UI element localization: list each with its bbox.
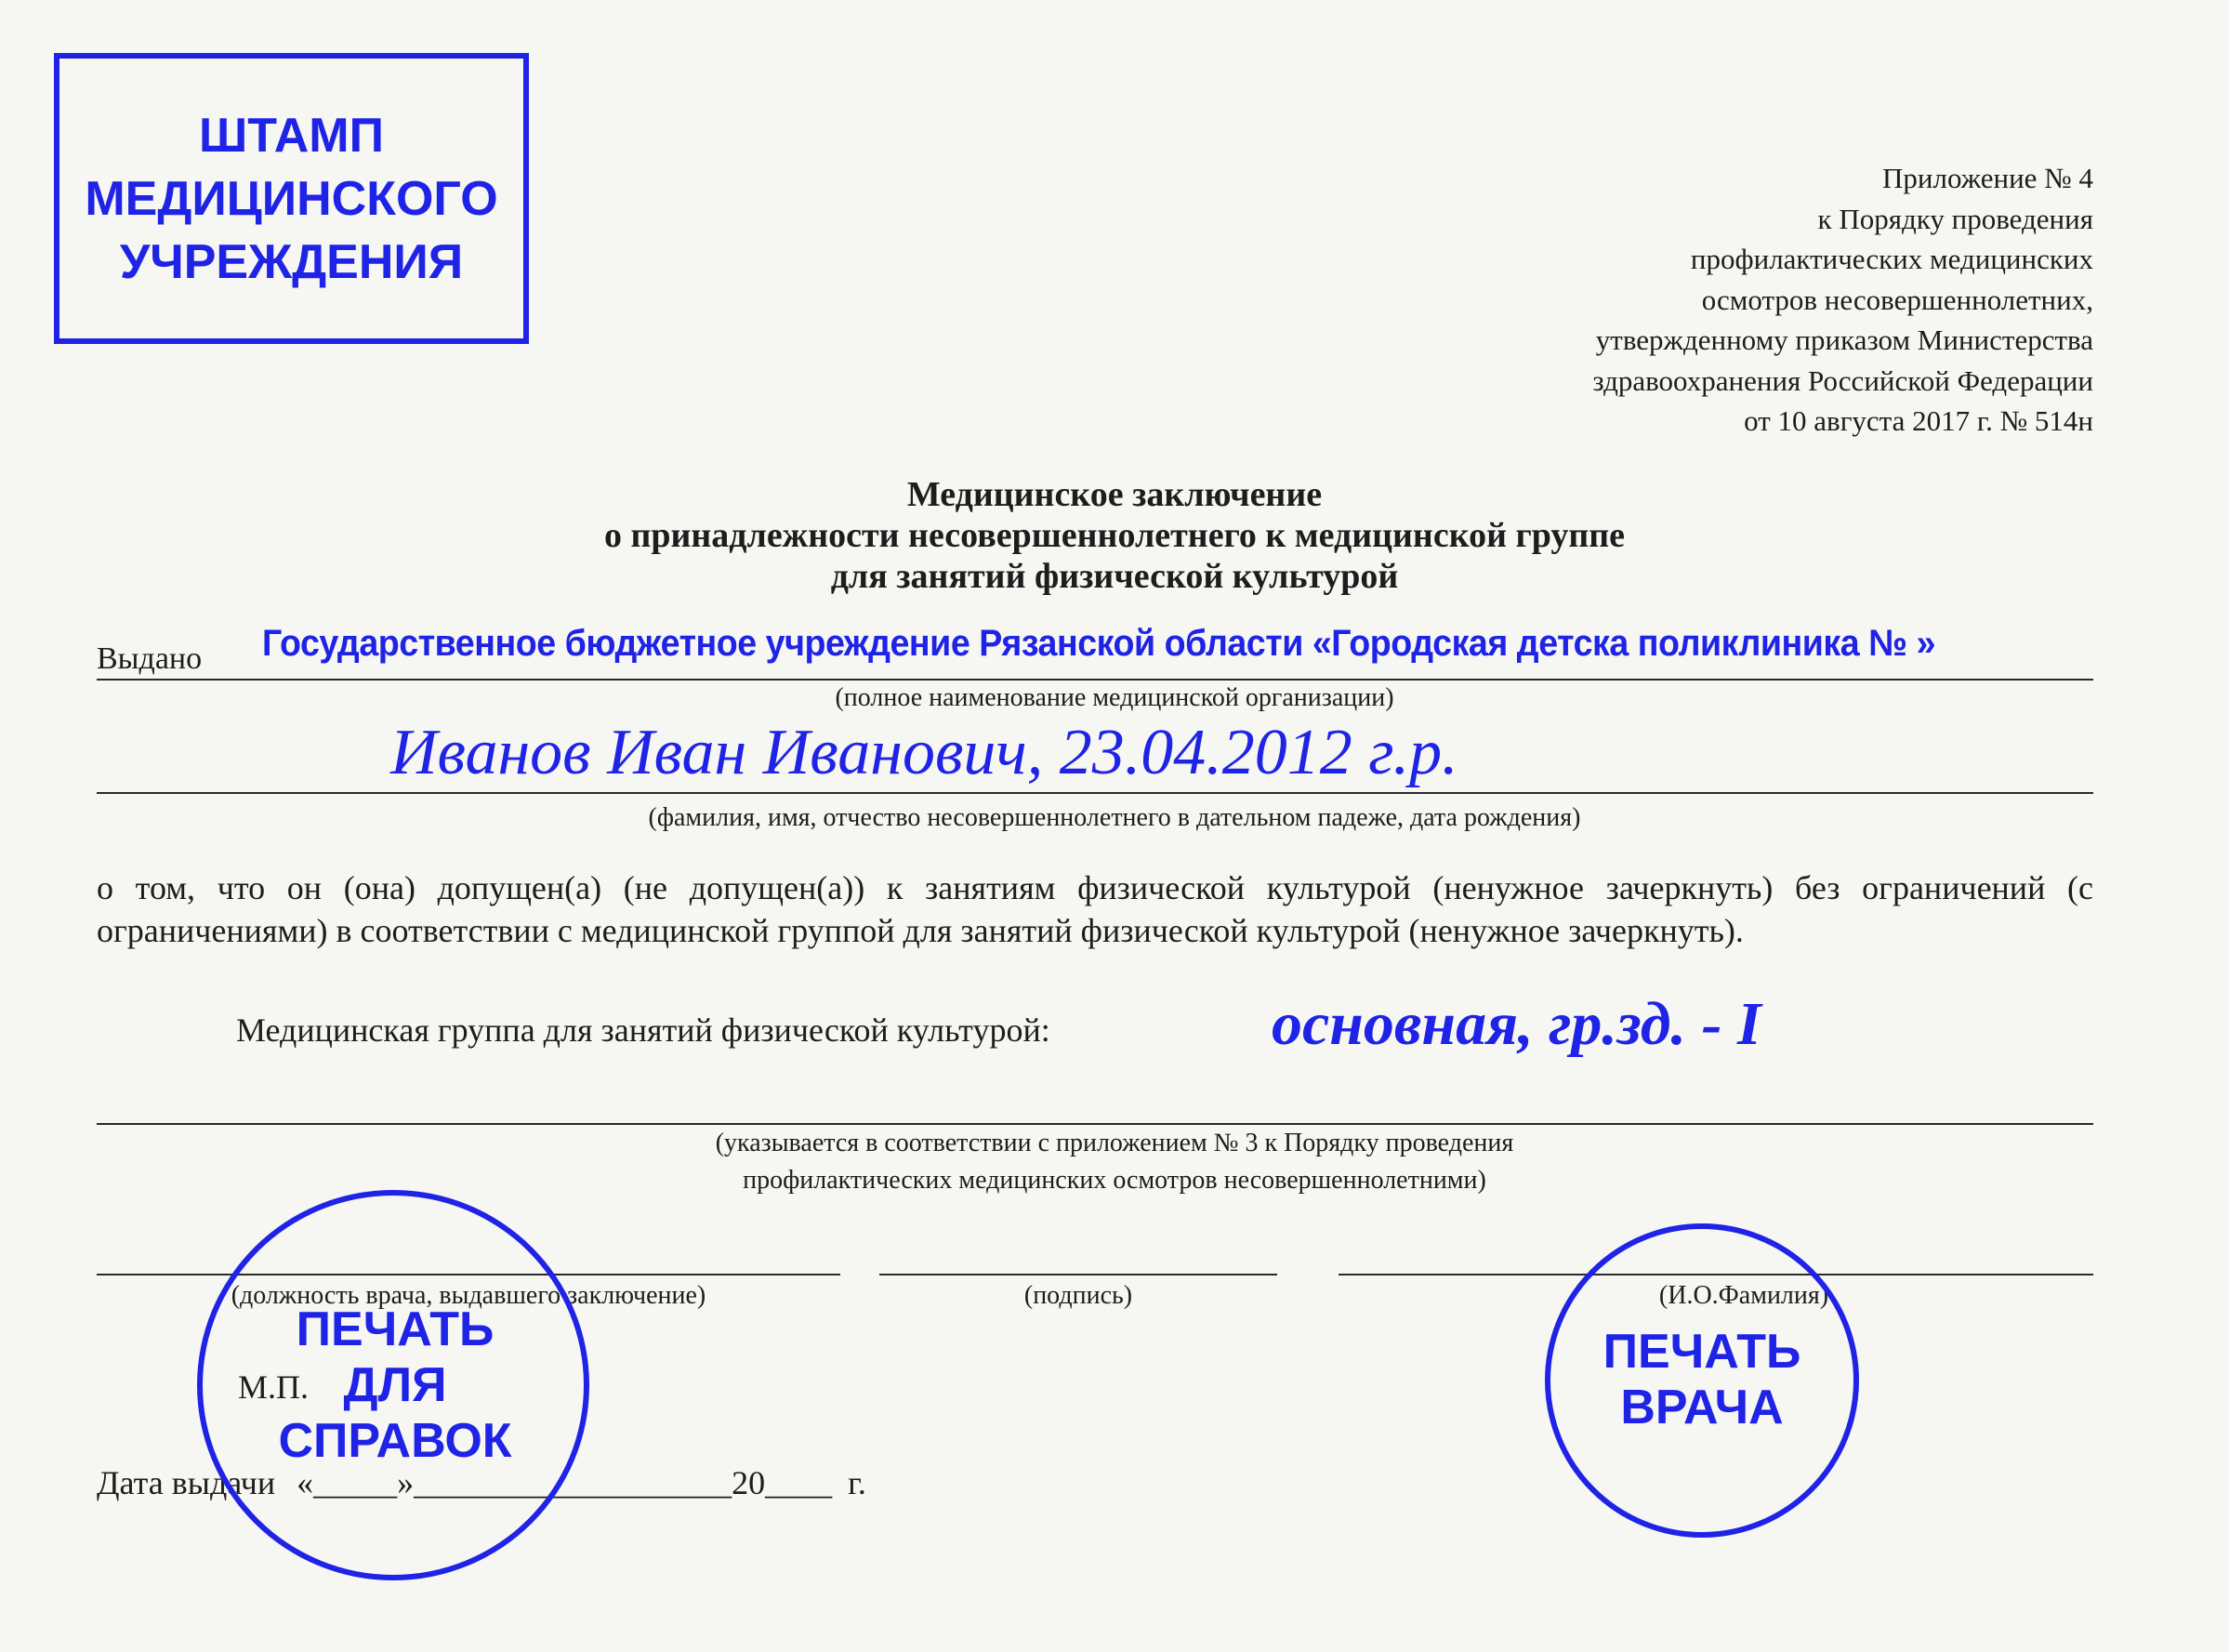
group-caption-line: (указывается в соответствии с приложением № 3 к Порядку проведения — [715, 1129, 1514, 1157]
appendix-line: к Порядку проведения — [1817, 202, 2093, 235]
appendix-line: здравоохранения Российской Федерации — [1592, 363, 2093, 397]
group-underline — [97, 1123, 2093, 1125]
day-blank: _____ — [313, 1464, 398, 1501]
document-title-line: Медицинское заключение — [906, 475, 1323, 514]
seal-line: ПЕЧАТЬ — [1603, 1325, 1801, 1379]
month-blank: ___________________ — [414, 1464, 732, 1501]
name-caption: (И.О.Фамилия) — [1658, 1281, 1829, 1310]
signature-caption: (подпись) — [1023, 1281, 1133, 1310]
seal-line: ВРАЧА — [1620, 1381, 1784, 1434]
group-label: Медицинская группа для занятий физической культурой: — [236, 1011, 1050, 1049]
document-title-line: для занятий физической культурой — [830, 557, 1399, 596]
mp-label: М.П. — [238, 1368, 310, 1406]
document-title-line: о принадлежности несовершеннолетнего к медицинской группе — [603, 516, 1626, 555]
issuer-underline — [97, 679, 2093, 681]
seal-line: ПЕЧАТЬ — [296, 1302, 495, 1356]
patient-name-value: Иванов Иван Иванович, 23.04.2012 г.р. — [390, 717, 1458, 788]
year-prefix: 20 — [732, 1464, 766, 1501]
signature-line — [879, 1274, 1277, 1275]
appendix-header — [1592, 158, 2093, 442]
stamp-line: ШТАМП — [199, 108, 384, 163]
issued-label: Выдано — [97, 641, 203, 676]
close-quote: » — [397, 1464, 415, 1501]
admission-statement: о том, что он (она) допущен(а) (не допущен(а)) к занятиям физической культурой (ненужное зачеркнуть) без ограничений (с ограничениями) в соответствии с медицинской группой для занятий физической культурой (ненужное зачеркнуть). — [97, 869, 2093, 949]
issuer-caption: (полное наименование медицинской организации) — [835, 683, 1394, 712]
seal-line: ДЛЯ — [343, 1358, 447, 1412]
issue-date-label: Дата выдачи — [97, 1464, 276, 1501]
stamp-line: УЧРЕЖДЕНИЯ — [119, 234, 464, 289]
year-suffix: г. — [848, 1464, 866, 1501]
group-value: основная, гр.зд. - I — [1272, 990, 1761, 1058]
stamp-line: МЕДИЦИНСКОГО — [85, 171, 498, 226]
appendix-line: утвержденному приказом Министерства — [1595, 324, 2093, 356]
certificates-seal-text — [223, 1302, 567, 1469]
appendix-line: профилактических медицинских — [1690, 243, 2093, 275]
group-caption-line: профилактических медицинских осмотров несовершеннолетними) — [743, 1166, 1486, 1195]
appendix-line: Приложение № 4 — [1882, 162, 2093, 194]
appendix-line: осмотров несовершеннолетних, — [1701, 283, 2093, 316]
year-blank: ____ — [765, 1464, 833, 1501]
issuer-organization-value: Государственное бюджетное учреждение Рязанской области «Городская детска поликлиника № » — [262, 623, 1936, 664]
doctor-seal-text — [1545, 1324, 1859, 1435]
institution-stamp-box — [54, 53, 529, 344]
appendix-line: от 10 августа 2017 г. № 514н — [1744, 404, 2093, 437]
seal-line: СПРАВОК — [278, 1414, 512, 1468]
patient-caption: (фамилия, имя, отчество несовершеннолетнего в дательном падеже, дата рождения) — [648, 803, 1581, 832]
open-quote: « — [297, 1464, 314, 1501]
position-caption: (должность врача, выдавшего заключение) — [231, 1281, 706, 1310]
patient-underline — [97, 792, 2093, 794]
